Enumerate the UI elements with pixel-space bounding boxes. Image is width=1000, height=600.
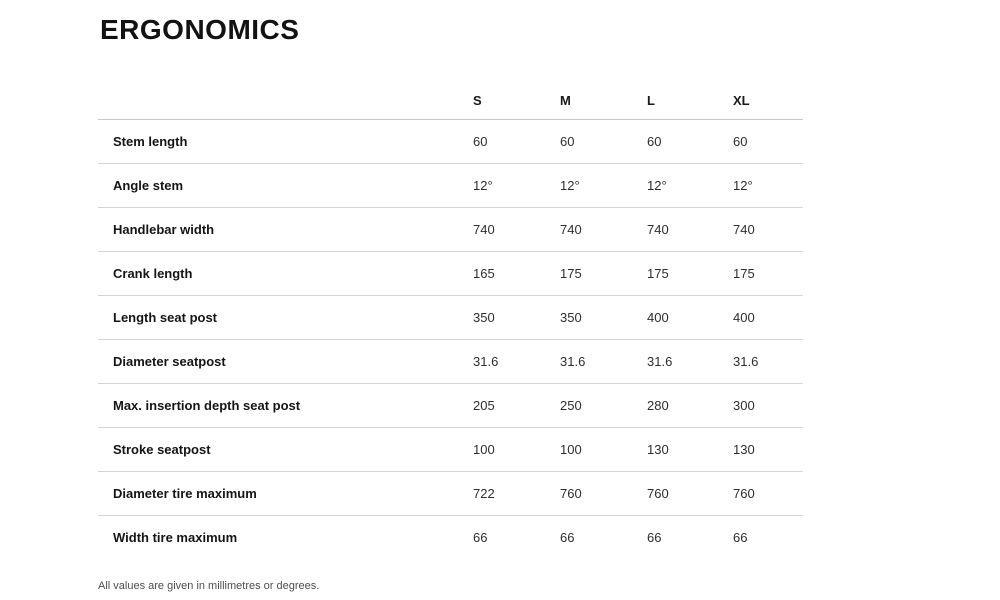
table-row: [98, 516, 803, 560]
table-row: [98, 428, 803, 472]
cell-value: 280: [647, 384, 733, 428]
cell-value: 12°: [647, 164, 733, 208]
cell-value: 100: [473, 428, 560, 472]
cell-value: 66: [647, 530, 662, 546]
cell-value: 66: [733, 530, 748, 546]
row-label: Stem length: [98, 120, 473, 164]
cell-value: 205: [473, 384, 560, 428]
row-label: Length seat post: [98, 296, 473, 340]
table-row: [98, 296, 803, 340]
table-row: [98, 164, 803, 208]
footnote: All values are given in millimetres or degrees.: [98, 579, 320, 592]
cell-value: 60: [473, 120, 560, 164]
cell-value: 722: [473, 472, 560, 516]
cell-value: 130: [733, 428, 803, 472]
cell-value: 300: [733, 384, 803, 428]
row-label: Diameter tire maximum: [98, 472, 473, 516]
table-row: [98, 208, 803, 252]
cell-value: 60: [733, 120, 803, 164]
cell-value: 175: [647, 252, 733, 296]
cell-value: 66: [473, 530, 488, 546]
row-label: Stroke seatpost: [98, 428, 473, 472]
cell-value: 165: [473, 252, 560, 296]
page-title: ERGONOMICS: [100, 14, 300, 45]
cell-value: 740: [560, 208, 647, 252]
cell-value: 60: [560, 120, 647, 164]
cell-value: 400: [647, 296, 733, 340]
cell-value: 175: [560, 252, 647, 296]
cell-value: 100: [560, 428, 647, 472]
table-row: [98, 252, 803, 296]
cell-value: 66: [560, 530, 575, 546]
cell-value: 740: [647, 208, 733, 252]
header-spacer: [98, 85, 473, 120]
cell-value: 350: [560, 296, 647, 340]
table-row: [98, 340, 803, 384]
cell-value: 760: [647, 472, 733, 516]
table-header-row: [98, 85, 803, 120]
cell-value: 250: [560, 384, 647, 428]
row-label: Crank length: [98, 252, 473, 296]
cell-value: 175: [733, 252, 803, 296]
cell-value: 760: [733, 472, 803, 516]
table-row: [98, 472, 803, 516]
row-label: Width tire maximum: [113, 530, 238, 546]
cell-value: 12°: [560, 164, 647, 208]
cell-value: 31.6: [647, 340, 733, 384]
column-header-xl: XL: [733, 85, 803, 120]
row-label: Angle stem: [98, 164, 473, 208]
table-row: [98, 384, 803, 428]
cell-value: 350: [473, 296, 560, 340]
table-row: [98, 120, 803, 164]
cell-value: 400: [733, 296, 803, 340]
cell-value: 740: [473, 208, 560, 252]
column-header-m: M: [560, 85, 647, 120]
ergonomics-table: [98, 85, 803, 560]
row-label: Max. insertion depth seat post: [98, 384, 473, 428]
cell-value: 31.6: [560, 340, 647, 384]
cell-value: 60: [647, 120, 733, 164]
row-label: Diameter seatpost: [98, 340, 473, 384]
cell-value: 12°: [733, 164, 803, 208]
cell-value: 31.6: [473, 340, 560, 384]
cell-value: 31.6: [733, 340, 803, 384]
cell-value: 130: [647, 428, 733, 472]
column-header-s: S: [473, 85, 560, 120]
cell-value: 760: [560, 472, 647, 516]
row-label: Handlebar width: [98, 208, 473, 252]
column-header-l: L: [647, 85, 733, 120]
cell-value: 740: [733, 208, 803, 252]
cell-value: 12°: [473, 164, 560, 208]
